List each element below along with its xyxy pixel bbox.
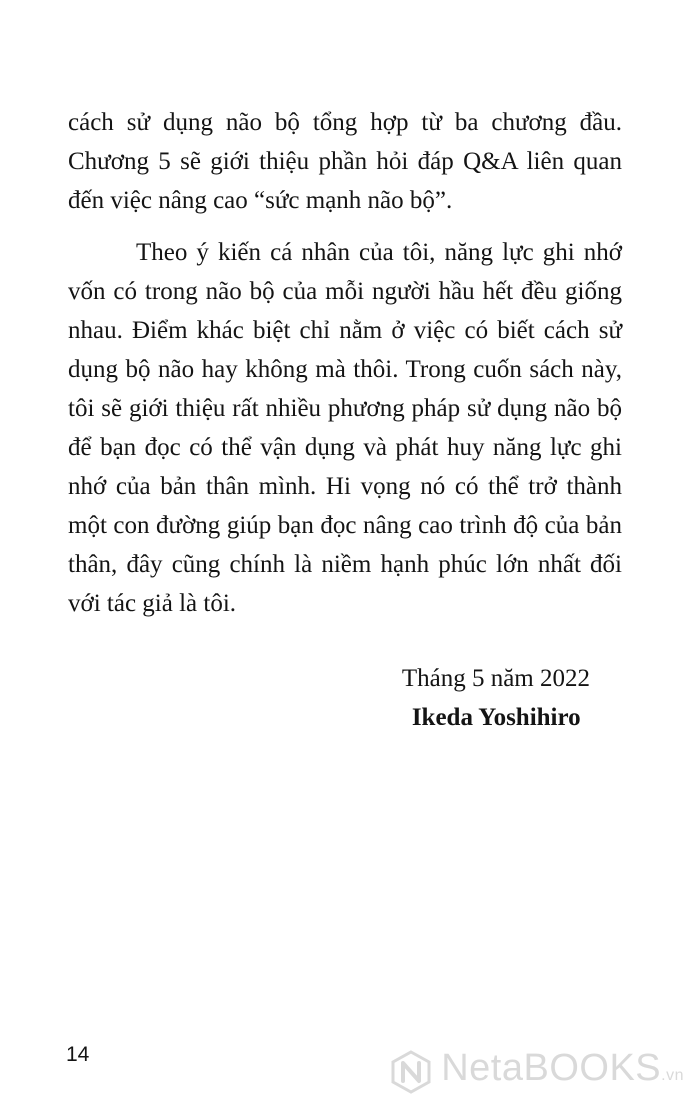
paragraph-2: Theo ý kiến cá nhân của tôi, năng lực ghi nhớ vốn có trong não bộ của mỗi người hầu hết đều giống nhau. Điểm khác biệt chỉ nằm ở việc có biết cách sử dụng bộ não hay không mà thôi. Trong cuốn sách này, tôi sẽ giới thiệu rất nhiều phương pháp sử dụng não bộ để bạn đọc có thể vận dụng và phát huy năng lực ghi nhớ của bản thân mình. Hi vọng nó có thể trở thành một con đường giúp bạn đọc nâng cao trình độ của bản thân, đây cũng chính là niềm hạnh phúc lớn nhất đối với tác giả là tôi. (68, 239, 622, 617)
watermark (389, 1046, 684, 1098)
signature-block (402, 659, 590, 737)
watermark-brand: NetaBOOKS (441, 1047, 662, 1089)
n-logo-icon (389, 1050, 433, 1094)
signature-date: Tháng 5 năm 2022 (401, 665, 590, 692)
signature-author: Ikeda Yoshihiro (411, 704, 581, 731)
body-text (68, 103, 622, 623)
watermark-text (441, 1046, 684, 1098)
page-number: 14 (66, 1043, 90, 1066)
paragraph-1: cách sử dụng não bộ tổng hợp từ ba chương đầu. Chương 5 sẽ giới thiệu phần hỏi đáp Q&A liên quan đến việc nâng cao “sức mạnh não bộ”. (68, 109, 622, 214)
watermark-tld: .vn (661, 1067, 684, 1084)
